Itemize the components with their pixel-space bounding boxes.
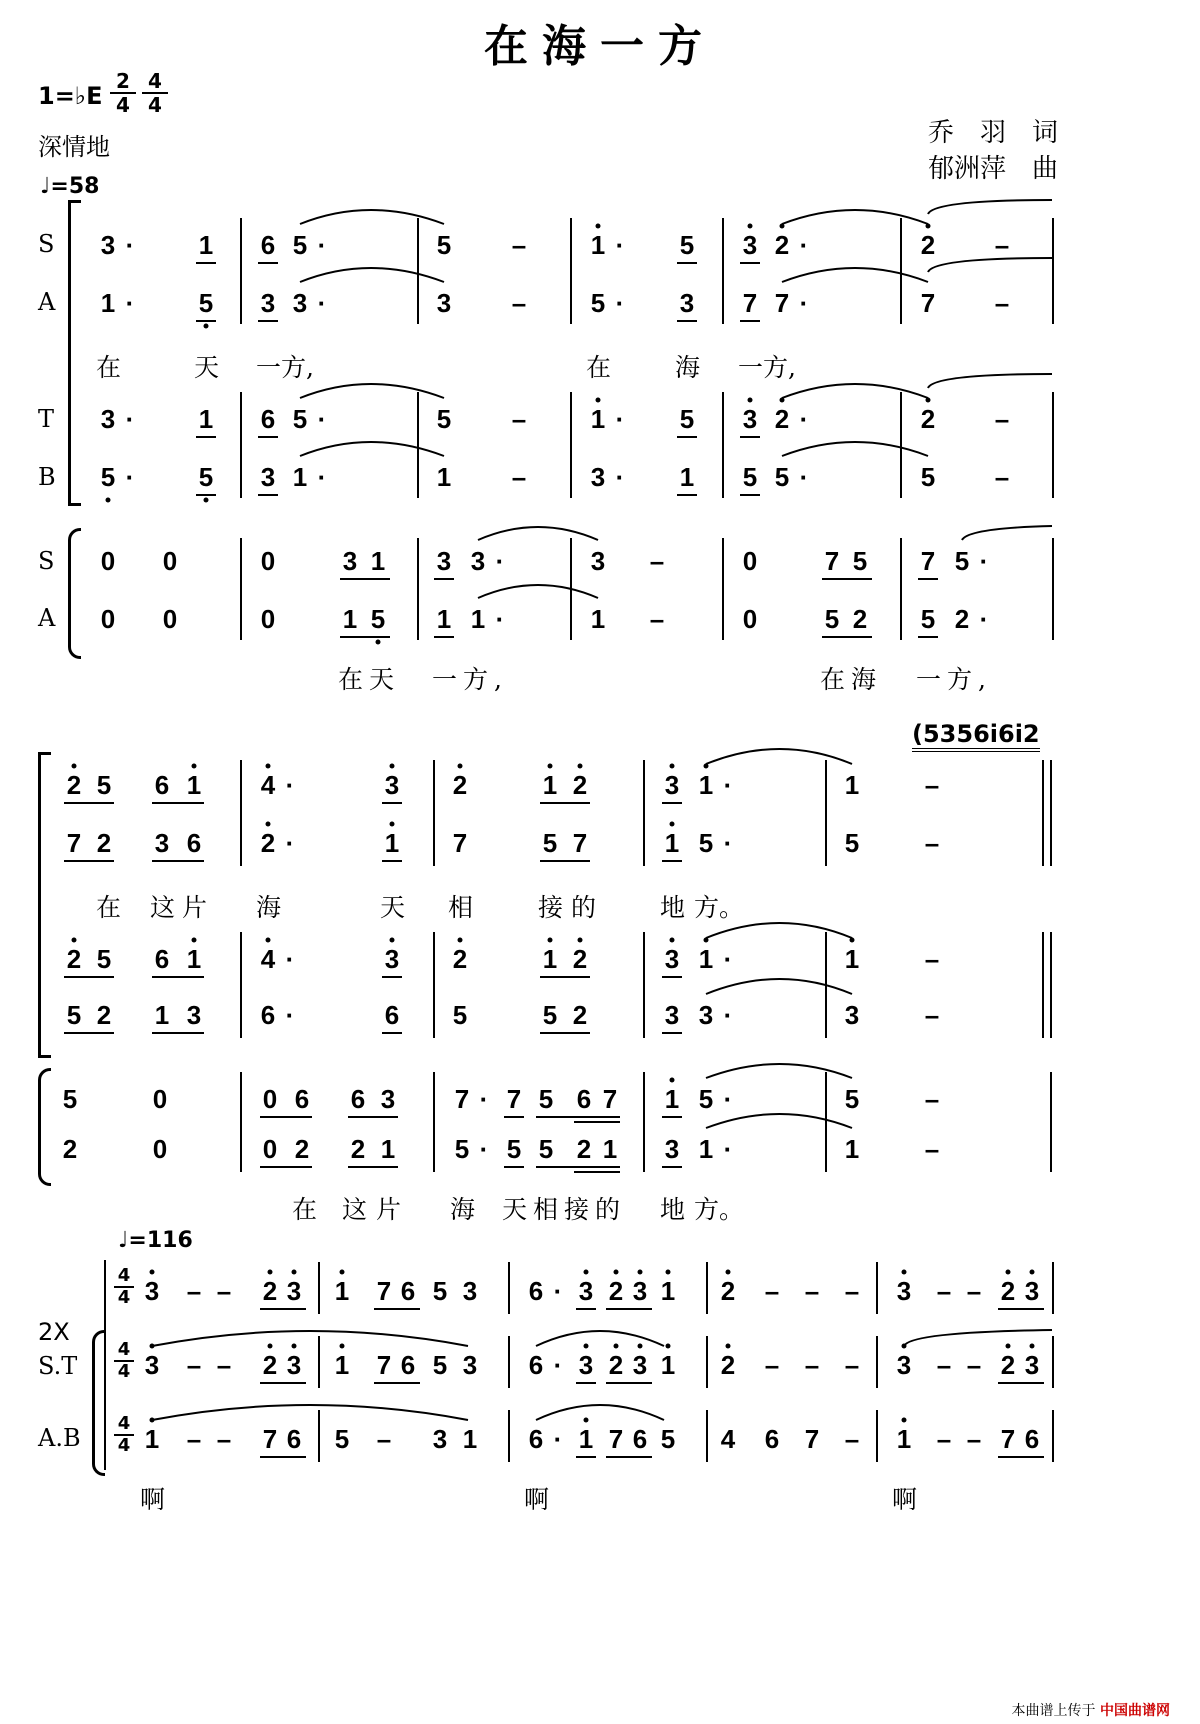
lyric-small-s2-6: 地 (660, 1195, 686, 1224)
lyric-s2-7: 接的 (538, 893, 605, 922)
lyric-3: 一方, (256, 353, 314, 382)
footer-credit: 本曲谱上传于 中国曲谱网 (1011, 1703, 1170, 1719)
lyric-s2-2: 这 (150, 893, 176, 922)
lyric-4: 在 (586, 353, 612, 382)
voice-label-a: A (38, 288, 56, 316)
lyric-5: 海 (675, 353, 701, 382)
lyric-s2-8: 地 (660, 893, 686, 922)
repeat-mark: 2X (38, 1318, 70, 1346)
time-signature-row-1: 4 4 (114, 1266, 134, 1308)
lyric-s2-5: 天 (380, 893, 406, 922)
lyric-s2-9: 方。 (694, 893, 745, 922)
voice-label-s: S (38, 230, 55, 258)
intro-phrase: (5356i6i2 (912, 720, 1040, 752)
key-signature: 1=♭E (38, 82, 103, 110)
voice-label-st: S.T (38, 1352, 78, 1380)
voice-label-b: B (38, 463, 56, 491)
lyric-small-1: 在天 (338, 665, 401, 694)
brand-logo-text: 中国曲谱网 (1100, 1703, 1170, 1719)
lyric-s2-4: 海 (256, 893, 282, 922)
lyric-small-s2-1: 在 (292, 1195, 318, 1224)
lyric-small-4: 一方, (916, 665, 992, 694)
voice-label-a2: A (38, 604, 56, 632)
lyric-small-3: 在海 (820, 665, 883, 694)
expression-mark: 深情地 (38, 133, 110, 161)
lyric-6: 一方, (738, 353, 796, 382)
lyricist-credit: 乔 羽 词 (928, 118, 1059, 148)
lyric-small-s2-2: 这 (342, 1195, 368, 1224)
lyric-small-s2-7: 方。 (694, 1195, 745, 1224)
time-signature-row-3: 4 4 (114, 1414, 134, 1456)
lyric-s2-3: 片 (182, 893, 208, 922)
tempo-mark-2: ♩=116 (118, 1228, 193, 1253)
page-title: 在海一方 (484, 21, 716, 72)
lyric-small-2: 一方, (432, 665, 508, 694)
lyric-small-s2-4: 海 (450, 1195, 476, 1224)
lyric-small-s2-5: 天相接的 (502, 1195, 627, 1224)
voice-label-s2: S (38, 547, 55, 575)
time-signature-row-2: 4 4 (114, 1340, 134, 1382)
lyric-small-s2-3: 片 (376, 1195, 402, 1224)
lyric-1: 在 (96, 353, 122, 382)
lyric-ah-3: 啊 (892, 1485, 918, 1514)
time-signature-4-4: 4 4 (142, 70, 168, 116)
tempo-mark-1: ♩=58 (40, 174, 100, 199)
voice-label-t: T (38, 405, 55, 433)
lyric-s2-6: 相 (448, 893, 474, 922)
lyric-2: 天 (194, 353, 220, 382)
composer-credit: 郁洲萍 曲 (928, 154, 1059, 184)
lyric-ah-2: 啊 (524, 1485, 550, 1514)
time-signature-2-4: 2 4 (110, 70, 136, 116)
lyric-s2-1: 在 (96, 893, 122, 922)
lyric-ah-1: 啊 (140, 1485, 166, 1514)
voice-label-ab: A.B (38, 1424, 81, 1452)
